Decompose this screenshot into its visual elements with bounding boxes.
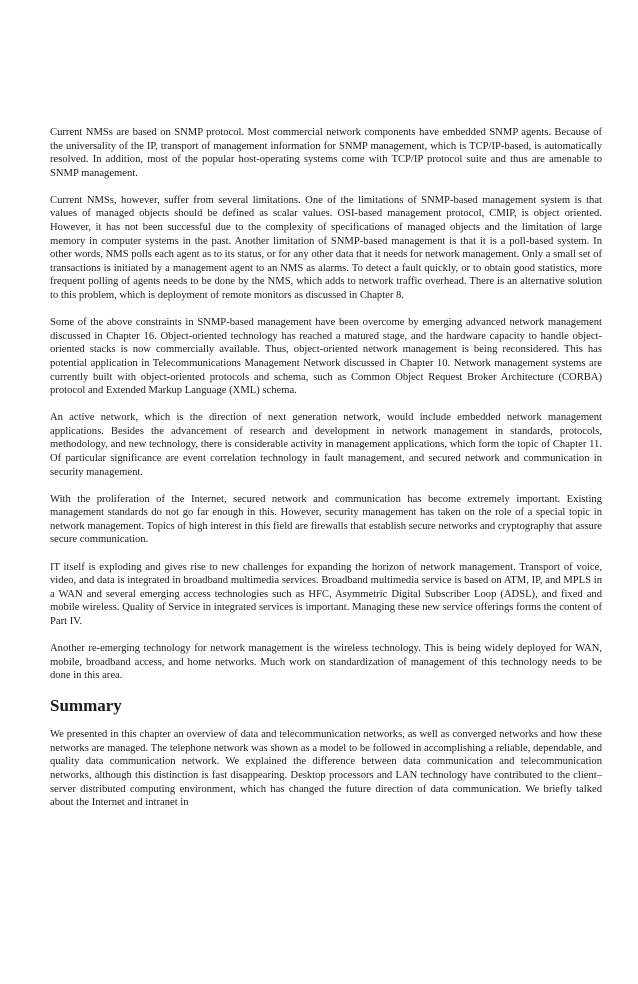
paragraph-summary: We presented in this chapter an overview of data and telecommunication networks, as well as converged networks and how these networks are managed. The telephone network was shown as a model to be followed in accomplishing a reliable, dependable, and quality data communication network. We explained the difference between data communication and telecommunication networks, although this distinction is fast disappearing. Desktop processors and LAN technology have contributed to the client–server distributed computing environment, which has changed the future direction of data communication. We briefly talked about the Internet and intranet in (50, 729, 602, 809)
paragraph-object-oriented: Some of the above constraints in SNMP-based management have been overcome by emerging advanced network management discussed in Chapter 16. Object-oriented technology has reached a matured stage, and the hardware capacity to handle object-oriented stacks is now commercially available. Thus, object-oriented network management is being reconsidered. This has potential application in Telecommunications Management Network discussed in Chapter 10. Network management systems are currently built with object-oriented protocols and schema, such as Common Object Request Broker Architecture (CORBA) protocol and Extended Markup Language (XML) schema. (50, 317, 602, 397)
paragraph-nms-limitations: Current NMSs, however, suffer from several limitations. One of the limitations of SNMP-based management system is that values of managed objects should be defined as scalar values. OSI-based management protocol, CMIP, is object oriented. However, it has not been successful due to the complexity of specifications of managed objects and the limitation of large memory in computer systems in the past. Another limitation of SNMP-based management is that it is a poll-based system. In other words, NMS polls each agent as to its status, or for any other data that it needs for network management. Only a small set of transactions is initiated by a management agent to an NMS as alarms. To detect a fault quickly, or to obtain good statistics, more frequent polling of agents needs to be done by the NMS, which adds to network traffic overhead. There is an alternative solution to this problem, which is deployment of remote monitors as discussed in Chapter 8. (50, 194, 602, 302)
page-body (50, 126, 602, 823)
paragraph-security: With the proliferation of the Internet, secured network and communication has become extremely important. Existing management standards do not go far enough in this. However, security management has taken on the role of a special topic in network management. Topics of high interest in this field are firewalls that establish secure networks and cryptography that assure secure communication. (50, 493, 602, 546)
paragraph-wireless: Another re-emerging technology for network management is the wireless technology. This is being widely deployed for WAN, mobile, broadband access, and home networks. Much work on standardization of management of this technology needs to be done in this area. (50, 643, 602, 682)
paragraph-snmp-based: Current NMSs are based on SNMP protocol. Most commercial network components have embedded SNMP agents. Because of the universality of the IP, transport of management information for SNMP management, which is TCP/IP-based, is automatically resolved. In addition, most of the popular host-operating systems come with TCP/IP protocol suite and thus are amenable to SNMP management. (50, 127, 602, 179)
section-heading-summary: Summary (50, 696, 122, 716)
paragraph-active-network: An active network, which is the direction of next generation network, would include embedded network management applications. Besides the advancement of research and development in network management in standards, protocols, methodology, and new technology, there is considerable activity in management applications, which form the topic of Chapter 11. Of particular significance are event correlation technology in fault management, and secured network and communication in security management. (50, 412, 602, 478)
paragraph-broadband: IT itself is exploding and gives rise to new challenges for expanding the horizon of network management. Transport of voice, video, and data is integrated in broadband multimedia services. Broadband multimedia service is based on ATM, IP, and MPLS in a WAN and several emerging access technologies such as HFC, Asymmetric Digital Subscriber Loop (ADSL), and fixed and mobile wireless. Quality of Service in integrated services is important. Managing these new service offerings forms the content of Part IV. (50, 561, 602, 627)
